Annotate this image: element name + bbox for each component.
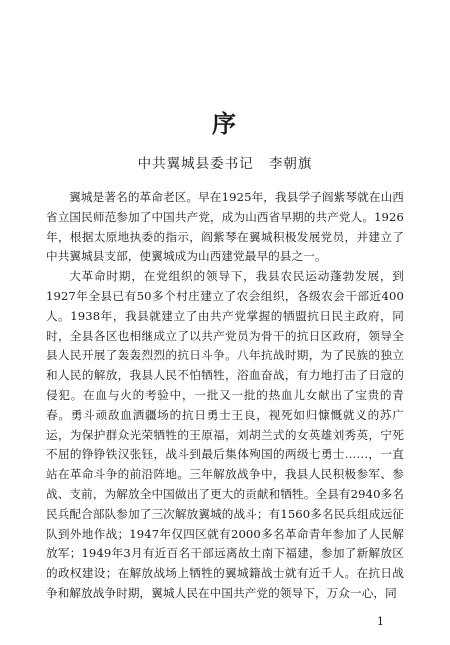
body-text [46,188,404,604]
paragraph-2: 大革命时期，在党组织的领导下，我县农民运动蓬勃发展，到1927年全县已有50多个村庄建立了农会组织，各级农会干部近400人。1938年，我县就建立了由共产党掌握的牺盟抗日民主政府，同时，全县各区也相继成立了以共产党员为骨干的抗日区政府，领导全县人民开展了轰轰烈烈的抗日斗争。八年抗战时期，为了民族的独立和人民的解放，我县人民不怕牺牲，浴血奋战，有力地打击了日寇的侵犯。在血与火的考验中，一批又一批的热血儿女献出了宝贵的青春。勇斗顽敌血洒疆场的抗日勇士王良，视死如归慷慨就义的苏广运，为保护群众光荣牺牲的王原福，刘胡兰式的女英雄刘秀英，宁死不屈的铮铮铁汉张钰，战斗到最后集体殉国的两级七勇士……，一直站在革命斗争的前沿阵地。三年解放战争中，我县人民积极参军、参战、支前，为解放全中国做出了更大的贡献和牺牲。全县有2940多名民兵配合部队参加了三次解放翼城的战斗；有1560多名民兵组成远征队到外地作战；1947年仅四区就有2000多名革命青年参加了人民解放军；1949年3月有近百名干部远离故土南下福建，参加了新解放区的政权建设；在解放战场上牺牲的翼城籍战士就有近千人。在抗日战争和解放战争时期，翼城人民在中国共产党的领导下，万众一心，同 [46,269,404,600]
paragraph-1: 翼城是著名的革命老区。早在1925年，我县学子阎紫琴就在山西省立国民师范参加了中国共产党，成为山西省早期的共产党人。1926年，根据太原地执委的指示，阎紫琴在翼城积极发展党员，并建立了中共翼城县支部，使翼城成为山西建党最早的县之一。 [46,190,404,264]
page-title: 序 [212,109,238,138]
page-number: 1 [377,615,384,628]
author-line: 中共翼城县委书记 李朝旗 [137,156,313,172]
